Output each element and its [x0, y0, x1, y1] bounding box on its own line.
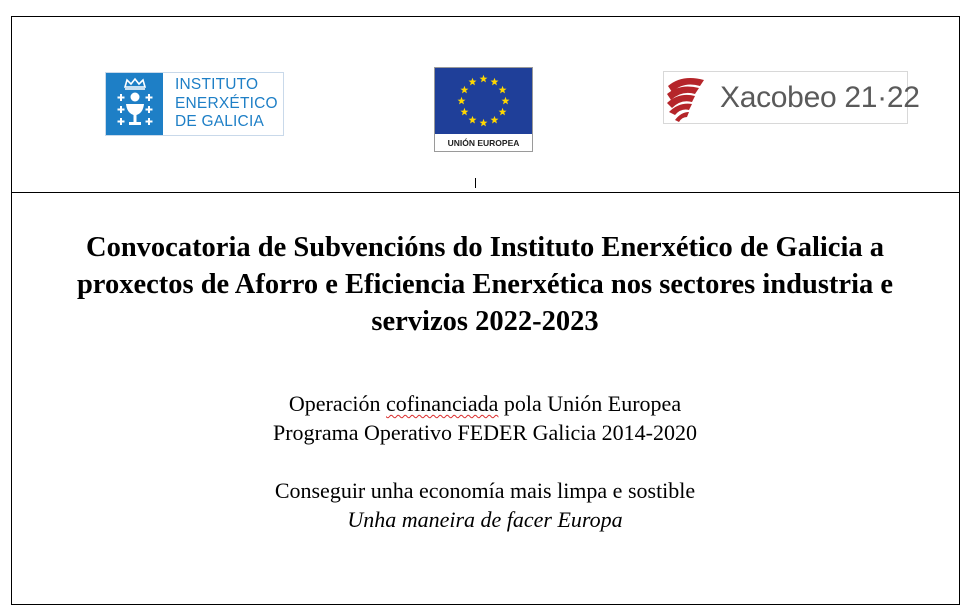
cofinance-prefix: Operación	[288, 391, 387, 416]
title-line-1: Convocatoria de Subvencións do Instituto Enerxético de Galicia a	[85, 232, 884, 263]
programme-line: Programa Operativo FEDER Galicia 2014-2020	[272, 420, 697, 445]
galicia-shield-emblem-icon	[106, 73, 163, 135]
eu-logo	[434, 67, 533, 152]
cofinance-suffix: pola Unión Europea	[498, 391, 682, 416]
page-header[interactable]	[12, 17, 959, 193]
inega-line-2: ENERXÉTICO	[175, 94, 278, 112]
eu-star-icon	[460, 86, 468, 94]
inega-line-3: DE GALICIA	[175, 113, 264, 131]
eu-star-icon	[469, 78, 477, 86]
eu-flag-icon	[435, 68, 532, 134]
eu-star-icon	[499, 108, 507, 116]
scallop-shell-icon	[664, 72, 714, 124]
text-cursor	[475, 178, 476, 188]
eu-star-icon	[469, 116, 477, 124]
eu-star-icon	[502, 97, 510, 105]
eu-caption: UNIÓN EUROPEA	[447, 138, 520, 148]
cofinance-line	[0, 389, 970, 418]
spellcheck-flagged-word[interactable]: cofinanciada	[386, 391, 499, 416]
slogan-line: Conseguir unha economía mais limpa e sostible	[274, 478, 696, 503]
eu-star-icon	[458, 97, 466, 105]
eu-star-icon	[480, 75, 488, 83]
document-title	[0, 229, 970, 340]
inega-line-1: INSTITUTO	[175, 76, 259, 94]
xacobeo-logo	[663, 71, 920, 124]
inega-logo-text	[163, 73, 283, 135]
inega-logo	[105, 72, 284, 136]
eu-star-icon	[491, 116, 499, 124]
title-line-3: servizos 2022-2023	[371, 306, 599, 337]
xacobeo-logo-text: Xacobeo 21·22	[720, 81, 920, 114]
cofinance-block	[0, 389, 970, 447]
eu-star-icon	[460, 108, 468, 116]
eu-star-icon	[491, 78, 499, 86]
motto-line: Unha maneira de facer Europa	[347, 507, 623, 532]
eu-star-icon	[499, 86, 507, 94]
slogan-block	[0, 476, 970, 534]
title-line-2: proxectos de Aforro e Eficiencia Enerxética nos sectores industria e	[76, 269, 894, 300]
eu-star-icon	[480, 119, 488, 127]
